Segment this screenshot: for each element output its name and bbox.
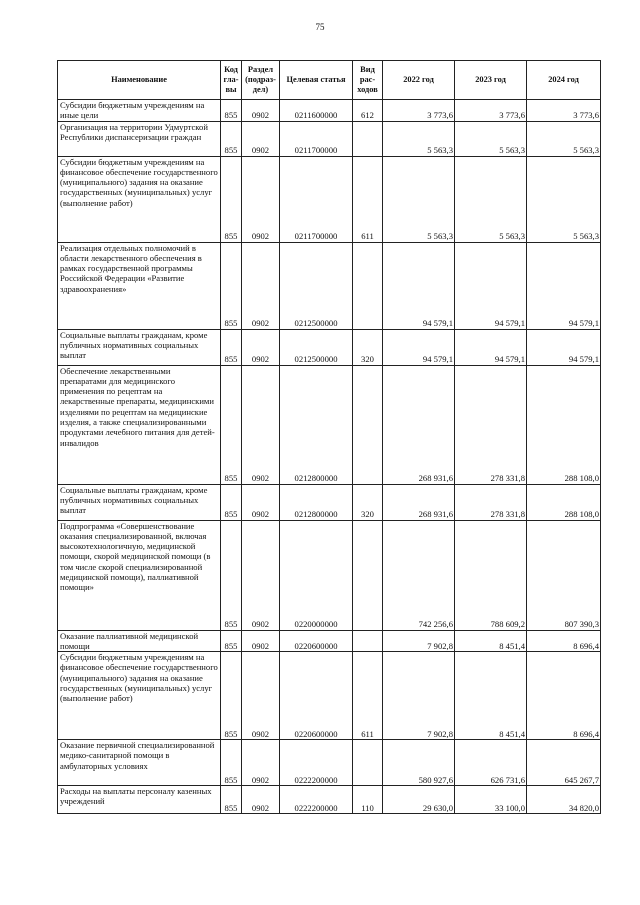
chapter-code: 855 — [221, 100, 242, 122]
row-name: Субсидии бюджетным учреждениям на иные цели — [58, 100, 221, 122]
section-code: 0902 — [242, 100, 280, 122]
section-code: 0902 — [242, 630, 280, 652]
row-name: Социальные выплаты гражданам, кроме публичных нормативных социальных выплат — [58, 329, 221, 365]
row-name: Реализация отдельных полномочий в области лекарственного обеспечения в рамках государственной программы Российской Федерации «Развитие здравоохранения» — [58, 242, 221, 329]
amount-2024: 8 696,4 — [527, 652, 601, 740]
amount-2024: 5 563,3 — [527, 156, 601, 242]
amount-2024: 807 390,3 — [527, 520, 601, 630]
expense-type — [353, 740, 383, 786]
amount-2023: 8 451,4 — [455, 630, 527, 652]
target-article: 0212500000 — [280, 329, 353, 365]
amount-2022: 268 931,6 — [383, 365, 455, 484]
expense-type: 612 — [353, 100, 383, 122]
table-row — [58, 156, 601, 242]
table-row — [58, 365, 601, 484]
expense-type: 110 — [353, 786, 383, 814]
amount-2022: 7 902,8 — [383, 630, 455, 652]
row-name: Субсидии бюджетным учреждениям на финансовое обеспечение государственного (муниципального) задания на оказание государственных (муниципальных) услуг (выполнение работ) — [58, 156, 221, 242]
row-name: Обеспечение лекарственными препаратами для медицинского применения по рецептам на лекарственные препараты, медицинскими изделиями по рецептам на медицинские изделия, а также специализированными продуктами лечебного питания для детей-инвалидов — [58, 365, 221, 484]
section-code: 0902 — [242, 652, 280, 740]
header-section: Раздел (подраз-дел) — [242, 61, 280, 100]
amount-2024: 8 696,4 — [527, 630, 601, 652]
budget-table — [57, 60, 601, 814]
chapter-code: 855 — [221, 121, 242, 156]
chapter-code: 855 — [221, 740, 242, 786]
header-expense-type: Вид рас-ходов — [353, 61, 383, 100]
target-article: 0212500000 — [280, 242, 353, 329]
expense-type — [353, 630, 383, 652]
target-article: 0212800000 — [280, 365, 353, 484]
expense-type — [353, 242, 383, 329]
table-row — [58, 121, 601, 156]
amount-2024: 288 108,0 — [527, 484, 601, 520]
amount-2023: 5 563,3 — [455, 121, 527, 156]
amount-2024: 94 579,1 — [527, 329, 601, 365]
table-row — [58, 786, 601, 814]
page-number: 75 — [315, 22, 325, 32]
target-article: 0222200000 — [280, 740, 353, 786]
amount-2024: 94 579,1 — [527, 242, 601, 329]
table-row — [58, 329, 601, 365]
chapter-code: 855 — [221, 156, 242, 242]
section-code: 0902 — [242, 329, 280, 365]
expense-type: 320 — [353, 329, 383, 365]
chapter-code: 855 — [221, 484, 242, 520]
amount-2024: 645 267,7 — [527, 740, 601, 786]
header-name: Наименование — [58, 61, 221, 100]
amount-2024: 34 820,0 — [527, 786, 601, 814]
section-code: 0902 — [242, 786, 280, 814]
target-article: 0212800000 — [280, 484, 353, 520]
target-article: 0220600000 — [280, 652, 353, 740]
section-code: 0902 — [242, 484, 280, 520]
target-article: 0220000000 — [280, 520, 353, 630]
section-code: 0902 — [242, 156, 280, 242]
row-name: Субсидии бюджетным учреждениям на финансовое обеспечение государственного (муниципального) задания на оказание государственных (муниципальных) услуг (выполнение работ) — [58, 652, 221, 740]
amount-2023: 94 579,1 — [455, 242, 527, 329]
chapter-code: 855 — [221, 242, 242, 329]
table-row — [58, 520, 601, 630]
row-name: Оказание первичной специализированной медико-санитарной помощи в амбулаторных условиях — [58, 740, 221, 786]
amount-2023: 278 331,8 — [455, 365, 527, 484]
amount-2024: 5 563,3 — [527, 121, 601, 156]
chapter-code: 855 — [221, 365, 242, 484]
amount-2022: 29 630,0 — [383, 786, 455, 814]
expense-type — [353, 365, 383, 484]
target-article: 0211700000 — [280, 156, 353, 242]
amount-2023: 788 609,2 — [455, 520, 527, 630]
expense-type: 611 — [353, 652, 383, 740]
expense-type — [353, 121, 383, 156]
amount-2023: 5 563,3 — [455, 156, 527, 242]
table-row — [58, 100, 601, 122]
target-article: 0220600000 — [280, 630, 353, 652]
header-2024: 2024 год — [527, 61, 601, 100]
section-code: 0902 — [242, 121, 280, 156]
table-header-row — [58, 61, 601, 100]
row-name: Организация на территории Удмуртской Республики диспансеризации граждан — [58, 121, 221, 156]
amount-2023: 94 579,1 — [455, 329, 527, 365]
amount-2023: 33 100,0 — [455, 786, 527, 814]
amount-2022: 268 931,6 — [383, 484, 455, 520]
row-name: Оказание паллиативной медицинской помощи — [58, 630, 221, 652]
amount-2023: 8 451,4 — [455, 652, 527, 740]
target-article: 0211700000 — [280, 121, 353, 156]
chapter-code: 855 — [221, 652, 242, 740]
amount-2023: 626 731,6 — [455, 740, 527, 786]
row-name: Подпрограмма «Совершенствование оказания специализированной, включая высокотехнологичную, медицинской помощи, скорой медицинской помощи (в том числе скорой специализированной медицинской помощи), паллиативной помощи» — [58, 520, 221, 630]
amount-2023: 3 773,6 — [455, 100, 527, 122]
amount-2023: 278 331,8 — [455, 484, 527, 520]
chapter-code: 855 — [221, 520, 242, 630]
target-article: 0211600000 — [280, 100, 353, 122]
table-row — [58, 652, 601, 740]
row-name: Социальные выплаты гражданам, кроме публичных нормативных социальных выплат — [58, 484, 221, 520]
expense-type: 611 — [353, 156, 383, 242]
section-code: 0902 — [242, 520, 280, 630]
header-article: Целевая статья — [280, 61, 353, 100]
table-row — [58, 740, 601, 786]
amount-2022: 94 579,1 — [383, 329, 455, 365]
amount-2022: 580 927,6 — [383, 740, 455, 786]
amount-2022: 5 563,3 — [383, 156, 455, 242]
chapter-code: 855 — [221, 786, 242, 814]
chapter-code: 855 — [221, 630, 242, 652]
header-chapter: Код гла-вы — [221, 61, 242, 100]
amount-2024: 3 773,6 — [527, 100, 601, 122]
chapter-code: 855 — [221, 329, 242, 365]
header-2022: 2022 год — [383, 61, 455, 100]
section-code: 0902 — [242, 365, 280, 484]
section-code: 0902 — [242, 242, 280, 329]
amount-2022: 742 256,6 — [383, 520, 455, 630]
table-row — [58, 630, 601, 652]
amount-2022: 5 563,3 — [383, 121, 455, 156]
table-row — [58, 242, 601, 329]
target-article: 0222200000 — [280, 786, 353, 814]
header-2023: 2023 год — [455, 61, 527, 100]
table-row — [58, 484, 601, 520]
section-code: 0902 — [242, 740, 280, 786]
amount-2022: 94 579,1 — [383, 242, 455, 329]
amount-2022: 7 902,8 — [383, 652, 455, 740]
amount-2022: 3 773,6 — [383, 100, 455, 122]
expense-type — [353, 520, 383, 630]
row-name: Расходы на выплаты персоналу казенных учреждений — [58, 786, 221, 814]
amount-2024: 288 108,0 — [527, 365, 601, 484]
expense-type: 320 — [353, 484, 383, 520]
